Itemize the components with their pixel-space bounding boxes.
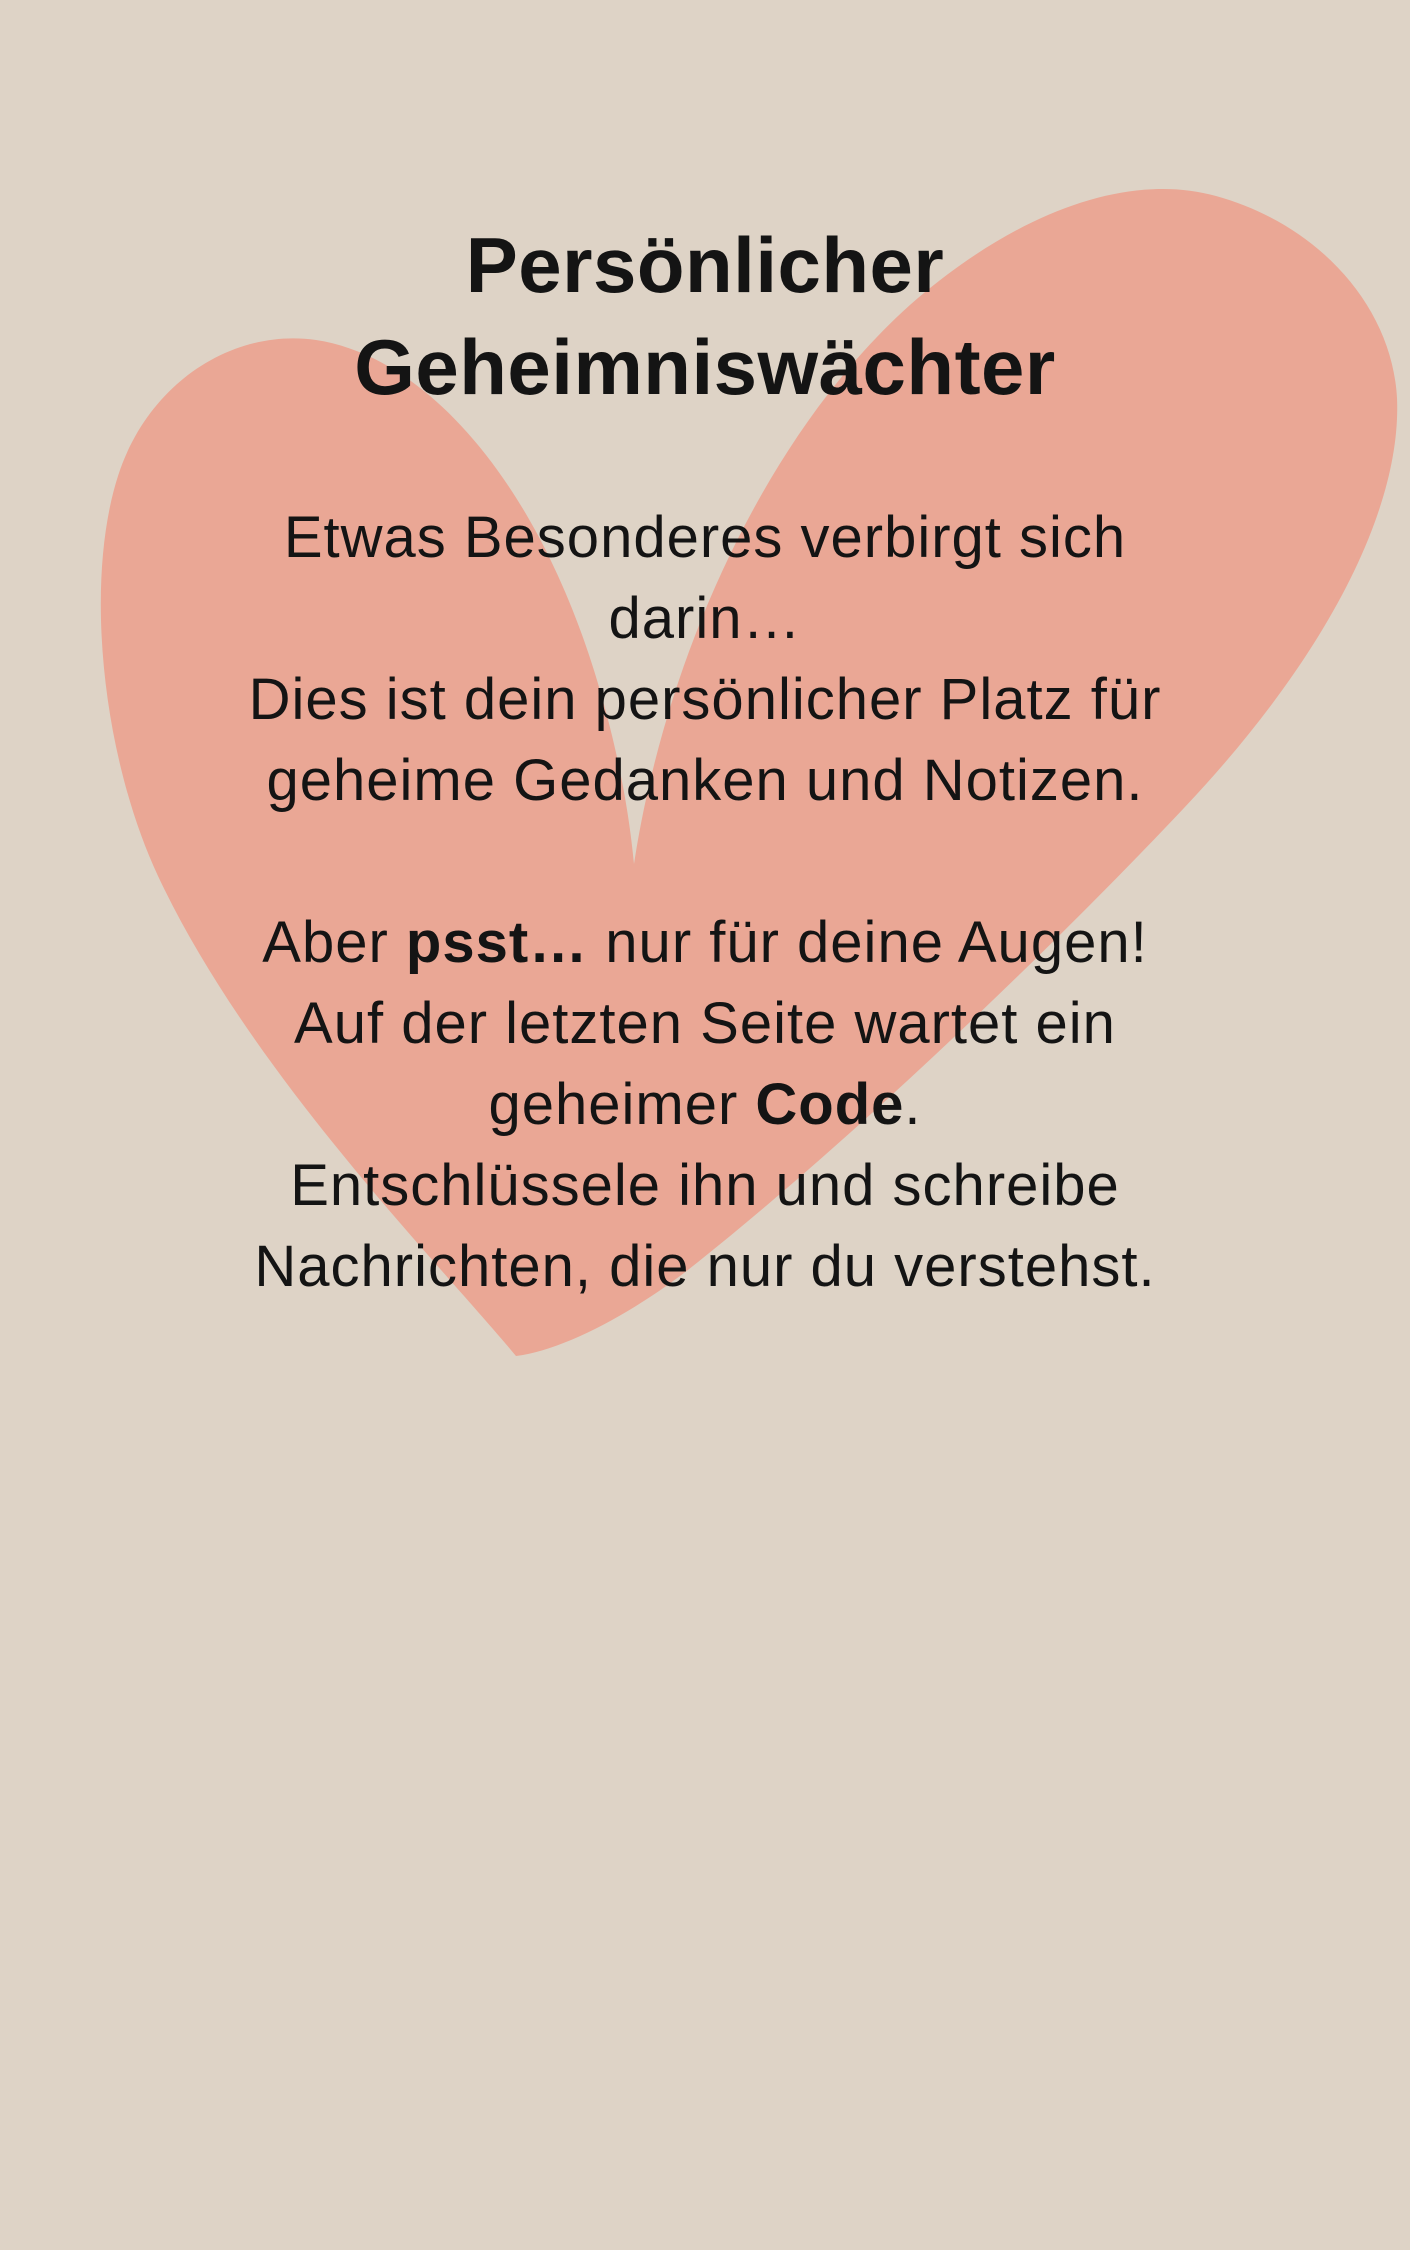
text-line <box>0 578 1410 659</box>
page-title-line-2: Geheimniswächter <box>354 323 1056 411</box>
text-line <box>0 821 1410 902</box>
emphasized-text: psst… <box>405 910 589 975</box>
text-segment: darin… <box>608 586 802 651</box>
text-segment: Nachrichten, die nur du verstehst. <box>254 1234 1156 1299</box>
emphasized-text: Code <box>755 1072 905 1137</box>
intro-text <box>0 497 1410 1307</box>
text-line <box>0 983 1410 1064</box>
text-segment: geheime Gedanken und Notizen. <box>266 748 1144 813</box>
page-title <box>0 214 1410 418</box>
text-segment: Entschlüssele ihn und schreibe <box>290 1153 1120 1218</box>
text-line <box>0 902 1410 983</box>
text-segment: geheimer <box>488 1072 756 1137</box>
text-line <box>0 1145 1410 1226</box>
text-segment: Aber <box>262 910 406 975</box>
text-segment: Etwas Besonderes verbirgt sich <box>283 505 1127 570</box>
text-line <box>0 740 1410 821</box>
text-segment: Auf der letzten Seite wartet ein <box>294 991 1116 1056</box>
text-line <box>0 1226 1410 1307</box>
page-title-line-1: Persönlicher <box>465 221 945 309</box>
text-line <box>0 659 1410 740</box>
text-segment: nur für deine Augen! <box>588 910 1148 975</box>
text-segment: Dies ist dein persönlicher Platz für <box>248 667 1162 732</box>
text-line <box>0 1064 1410 1145</box>
text-segment: . <box>904 1072 922 1137</box>
text-line <box>0 497 1410 578</box>
